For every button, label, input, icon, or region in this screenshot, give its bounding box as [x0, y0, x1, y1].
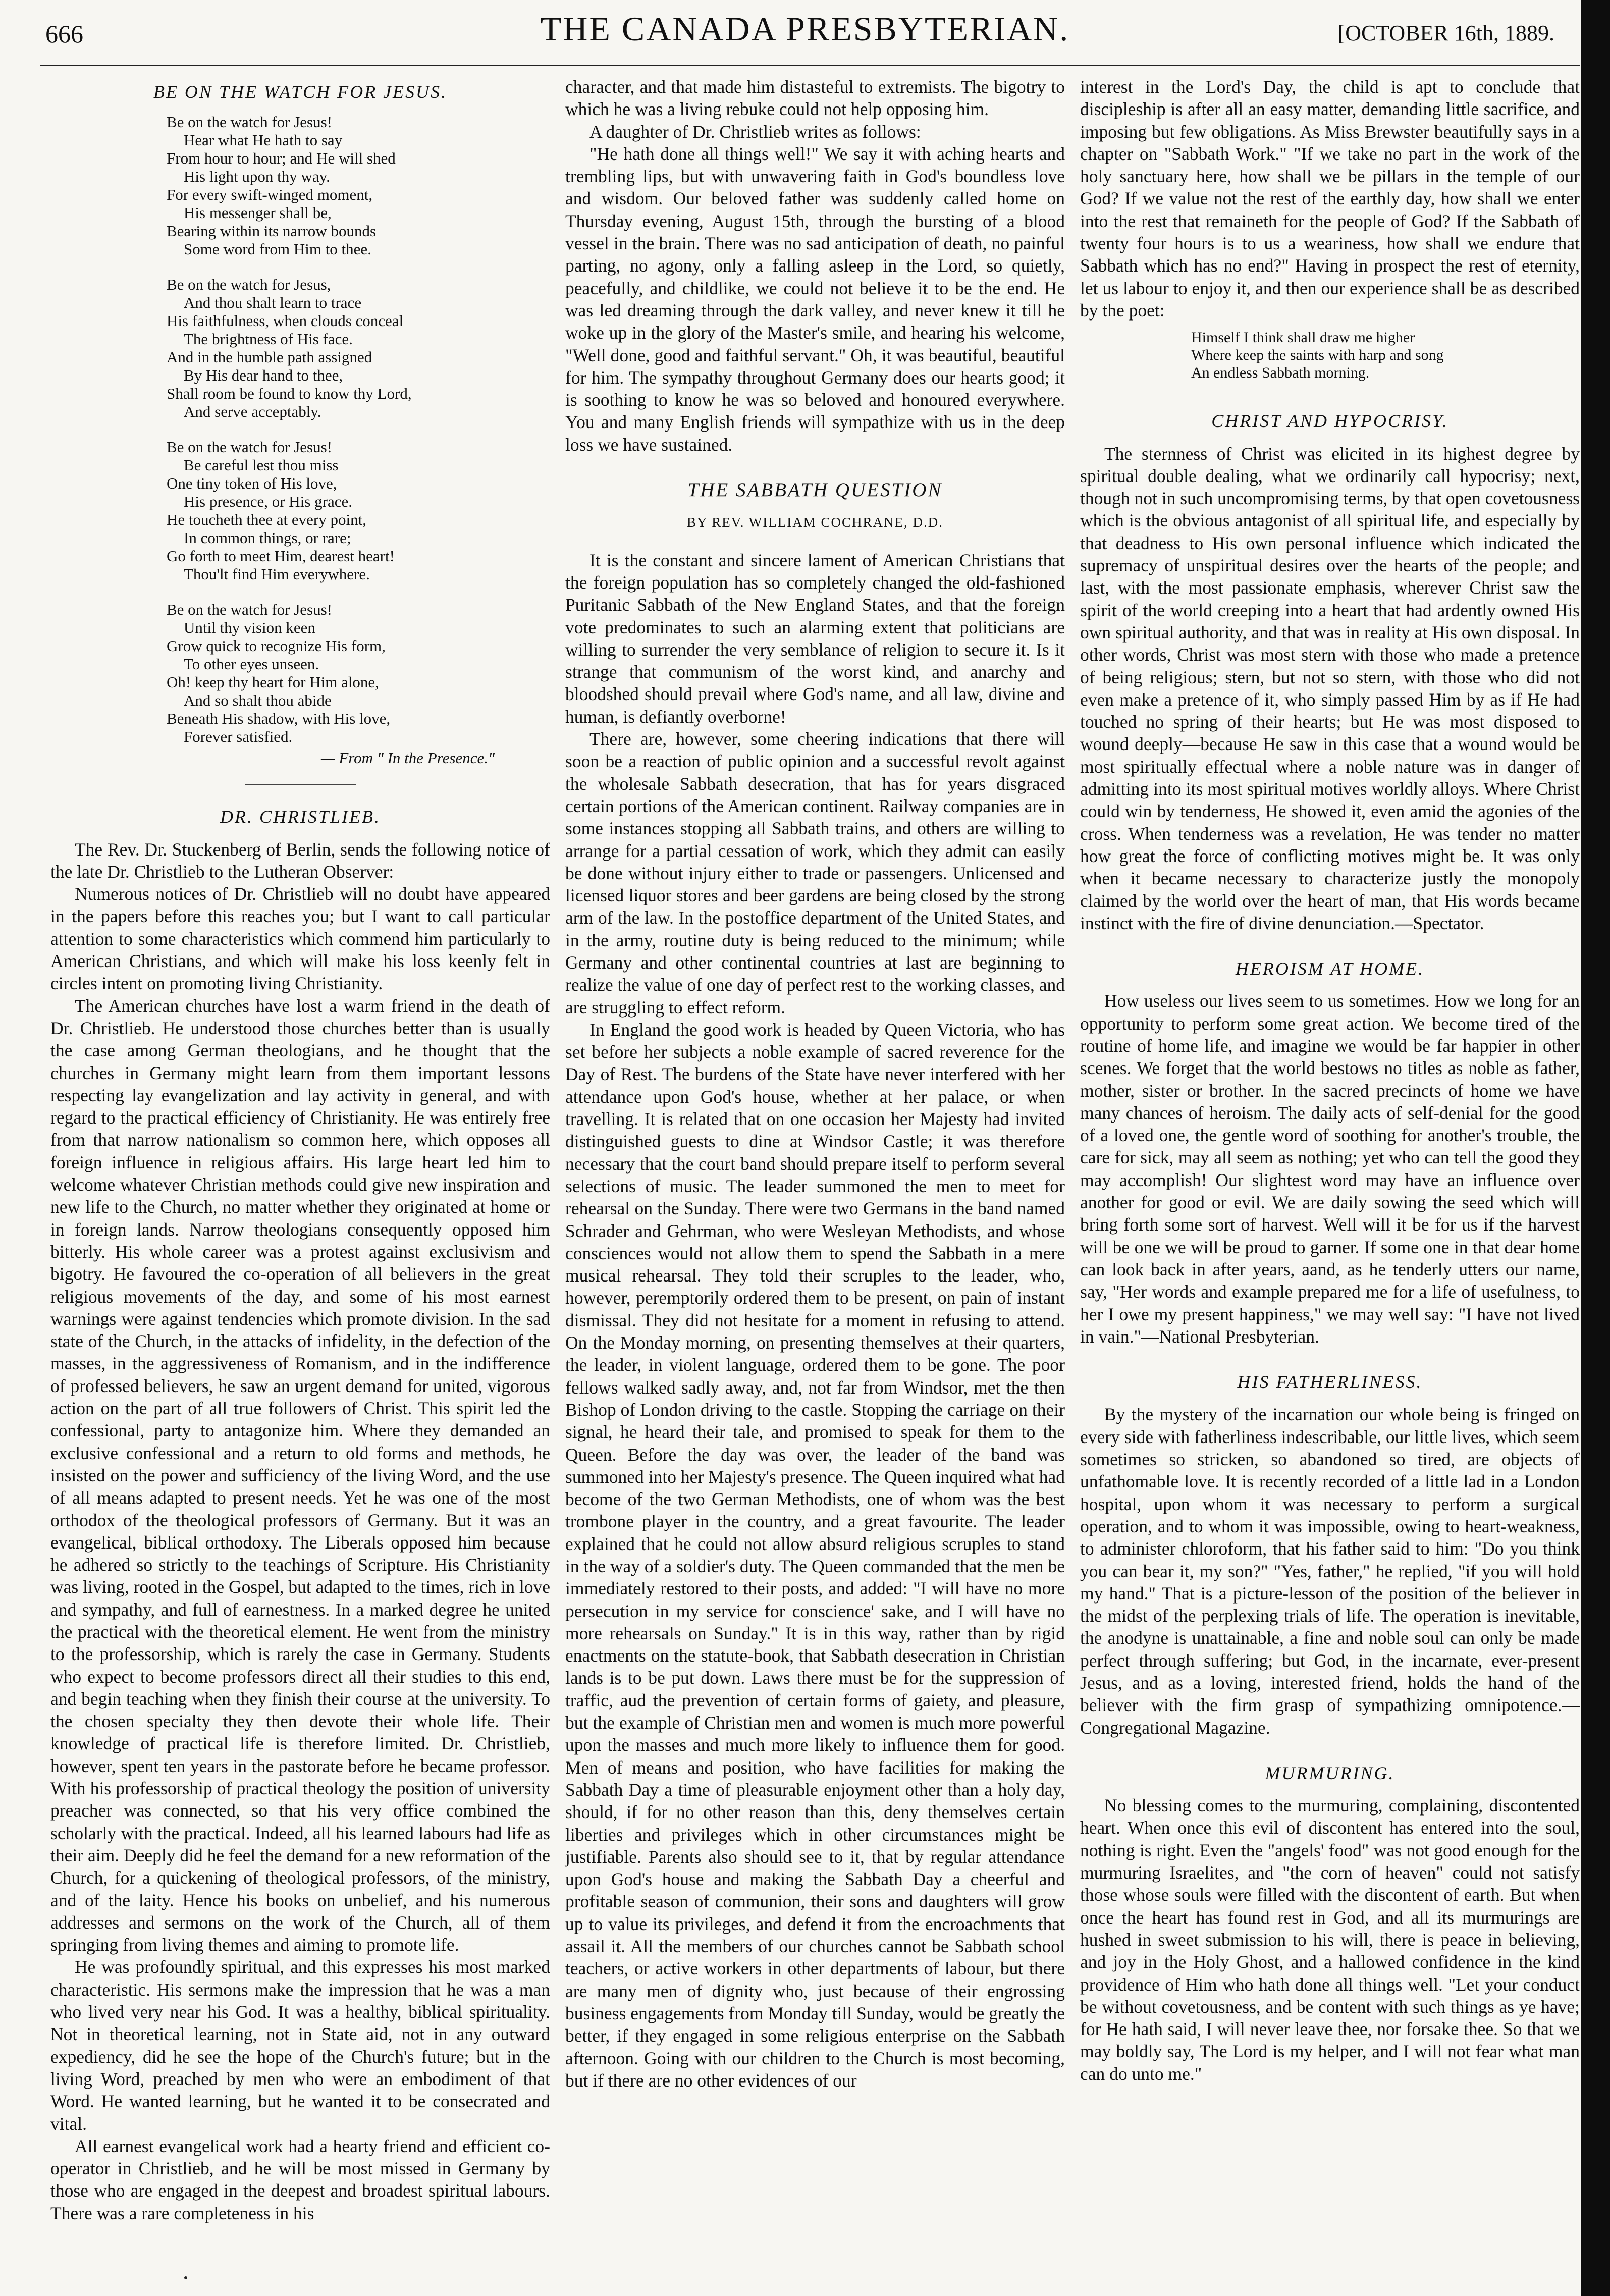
poem-line: And so shalt thou abide — [184, 691, 332, 710]
article-paragraph: Numerous notices of Dr. Christlieb will no doubt have appeared in the papers before this reaches you; but I want to call particular attention to some characteristics which commend him particularly to American Christians, and which will make his loss keenly felt in circles intent on promoting living Christianity. — [50, 884, 550, 994]
poem-line: Oh! keep thy heart for Him alone, — [167, 673, 379, 691]
poem-line: Beneath His shadow, with His love, — [167, 710, 391, 728]
print-speck — [184, 2276, 187, 2279]
verse-line: Where keep the saints with harp and song — [1191, 347, 1444, 364]
poem-line: Forever satisfied. — [184, 728, 293, 746]
article-title-heroism: HEROISM AT HOME. — [1235, 958, 1425, 979]
poem-line: His light upon thy way. — [184, 168, 330, 186]
poem-line: His faithfulness, when clouds conceal — [167, 312, 404, 330]
poem-line: Be on the watch for Jesus! — [167, 113, 332, 131]
poem-line: And serve acceptably. — [184, 403, 321, 421]
article-title-murmuring: MURMURING. — [1265, 1763, 1395, 1783]
verse-quote — [1191, 329, 1580, 382]
article-paragraph: How useless our lives seem to us sometimes. How we long for an opportunity to perform some great action. We become tired of the routine of home life, and imagine we would be far happier in other scenes. We forget that the world bestows no titles as noble as father, mother, sister or brother. In the sacred precincts of home we have many chances of heroism. The daily acts of self-denial for the good of a loved one, the gentle word of soothing for another's trouble, the care for sick, may all seem as nothing; yet who can tell the good they may accomplish! Our slightest word may have an influence over another for good or evil. We are daily sowing the seed which will bring forth some sort of harvest. Well will it be for us if the harvest will be one we will be proud to garner. If some one in that dear home can look back in after years, aand, as he tenderly utters our name, say, "Her words and example prepared me for a life of usefulness, to her I owe my present happiness," we may well say: "I have not lived in vain."—National Presbyterian. — [1080, 991, 1580, 1347]
verse-line: An endless Sabbath morning. — [1191, 364, 1370, 382]
poem-line: Until thy vision keen — [184, 619, 315, 637]
masthead-rule — [40, 65, 1580, 66]
poem-line: His messenger shall be, — [184, 204, 332, 222]
article-paragraph: The sternness of Christ was elicited in its highest degree by spiritual double dealing, what we ordinarily call hypocrisy; next, though not in such uncompromising terms, by that open covetousness which is the obvious antagonist of all spiritual life, and especially by that deadness to His own personal influence which indicated the supremacy of unspiritual desires over the hearts of the people; and last, with the most passionate emphasis, wherever Christ saw the spirit of the world creeping into a heart that had ardently owned His own spiritual authority, and that was in reality at His own disposal. In other words, Christ was most stern with those who made a pretence of being religious; stern, but not so stern, with those who did not even make a pretence of it, who simply passed Him by as if He had touched no spring of their hearts; but He was most disposed to wound deeply—because He saw in this case that a wound would be most spiritually effectual where a noble nature was in danger of admitting into its most spiritual motives worldly alloys. Where Christ could win by tenderness, He showed it, even amid the agonies of the cross. When tenderness was a revelation, He was tender no matter how great the force of conflicting motives might be. It was only when it became necessary to characterize justly the monopoly claimed by the world over the heart of man, that His words became instinct with the fire of divine denunciation.—Spectator. — [1080, 443, 1580, 933]
poem-title: BE ON THE WATCH FOR JESUS. — [153, 82, 448, 102]
poem-line: And in the humble path assigned — [167, 348, 372, 366]
article-paragraph: By the mystery of the incarnation our whole being is fringed on every side with fatherliness indescribable, our little lives, which seem sometimes so stricken, so abandoned so tired, are objects of unfathomable love. It is recently recorded of a little lad in a London hospital, upon whom it was necessary to perform a surgical operation, and to whom it was impossible, owing to heart-weakness, to administer chloroform, that his father said to him: "Do you think you can bear it, my son?" "Yes, father," he replied, "if you will hold my hand." That is a picture-lesson of the position of the believer in the midst of the perplexing trials of life. The operation is inevitable, the anodyne is unattainable, a fine and noble soul can only be made perfect through suffering; but God, in the incarnate, ever-present Jesus, and as a loving, interested friend, holds the hand of the believer with the firm grasp of sympathizing omnipotence.—Congregational Magazine. — [1080, 1404, 1580, 1738]
poem-line: One tiny token of His love, — [167, 474, 337, 493]
article-paragraph: He was profoundly spiritual, and this expresses his most marked characteristic. His sermons make the impression that he was a man who lived very near his God. It was a healthy, biblical spirituality. Not in theoretical learning, not in State aid, not in any outward expediency, did he see the hope of the Church's future; but in the living Word, preached by men who were an embodiment of that Word. He wanted learning, but he wanted it to be consecrated and vital. — [50, 1957, 550, 2134]
article-paragraph: The American churches have lost a warm friend in the death of Dr. Christlieb. He understood those churches better than is usually the case among German theologians, and he thought that the churches in Germany might learn from them important lessons respecting lay evangelization and lay activity in general, and with regard to the practical efficiency of Christianity. He was entirely free from that narrow nationalism so common here, which opposes all foreign influence in religious affairs. His large heart led him to welcome whatever Christian methods could give new inspiration and new life to the Church, no matter whether they originated at home or in foreign lands. Narrow theologians consequently opposed him bitterly. His whole career was a protest against exclusivism and bigotry. He favoured the co-operation of all believers in the great religious movements of the day, and some of his most earnest warnings were against tendencies which promote division. In the sad state of the Church, in the attacks of infidelity, in the defection of the masses, in the aggressiveness of Romanism, and in the indifference of professed believers, he saw an urgent demand for united, vigorous action on the part of all true followers of Christ. This spirit led the confessional, party to antagonize him. Where they demanded an exclusive confessional and a return to old forms and methods, he insisted on the power and sufficiency of the living Word, and the use of all means adapted to present needs. Yet he was one of the most orthodox of the theological professors of Germany. But it was an evangelical, biblical orthodoxy. The Liberals opposed him because he adhered so strictly to the teachings of Scripture. His Christianity was living, rooted in the Gospel, but adapted to the times, rich in love and sympathy, and full of earnestness. In a marked degree he united the practical with the theoretical element. He went from the ministry to the professorship, which is rarely the case in Germany. Students who expect to become professors direct all their studies to this end, and begin teaching when they finish their course at the university. To the chosen specialty they then devote their whole life. Their knowledge of practical life is therefore limited. Dr. Christlieb, however, spent ten years in the pastorate before he became professor. With his professorship of practical theology the position of university preacher was connected, so that his very office combined the scholarly with the practical. Indeed, all his learned labours had life as their aim. Deeply did he feel the demand for a new reformation of the Church, for a quickening of theological professors, of the ministry, and of the laity. Hence his books on unbelief, and his numerous addresses and sermons on the work of the Church, all of them springing from living themes and aiming to promote life. — [50, 995, 550, 1955]
poem-line: To other eyes unseen. — [184, 655, 319, 673]
letter-quote: "He hath done all things well!" We say it with aching hearts and trembling lips, but with unwavering faith in God's boundless love and wisdom. Our beloved father was suddenly called home on Thursday evening, August 15th, through the bursting of a blood vessel in the brain. There was no sad anticipation of death, no painful parting, no agony, only a falling asleep in the Lord, so quietly, peacefully, and childlike, we could not believe it to be the end. He was led dreaming through the dark valley, and never knew it till he woke up in the glory of the Master's smile, and hearing his welcome, "Well done, good and faithful servant." Oh, it was beautiful, beautiful for him. The sympathy throughout Germany does our hearts good; it is soothing to know he was so beloved and honoured everywhere. You and many English friends will sympathize with us in the deep loss we have sustained. — [565, 143, 1065, 455]
verse-line: Himself I think shall draw me higher — [1191, 329, 1415, 346]
poem-line: For every swift-winged moment, — [167, 186, 373, 204]
poem-line: Bearing within its narrow bounds — [167, 222, 377, 240]
column-3 — [1080, 76, 1580, 2085]
issue-date: [OCTOBER 16th, 1889. — [1337, 21, 1554, 45]
poem-line: From hour to hour; and He will shed — [167, 149, 396, 168]
article-title-christ-hypocrisy: CHRIST AND HYPOCRISY. — [1211, 411, 1448, 432]
poem-line: And thou shalt learn to trace — [184, 294, 362, 312]
poem-line: In common things, or rare; — [184, 529, 351, 547]
article-paragraph: In England the good work is headed by Queen Victoria, who has set before her subjects a noble example of sacred reverence for the Day of Rest. The burdens of the State have never interfered with her attendance upon God's house, whether at her palace, or when travelling. It is related that on one occasion her Majesty had invited distinguished guests to dine at Windsor Castle; it was therefore necessary that the court band should prepare itself to perform several selections of music. The leader summoned the men to meet for rehearsal on the Sunday. There were two Germans in the band named Schrader and Gehrman, who were Wesleyan Methodists, and whose consciences would not allow them to spend the Sabbath in a mere musical rehearsal. They told their scruples to the leader, who, however, peremptorily ordered them to be present, on pain of instant dismissal. They did not hesitate for a moment in refusing to attend. On the Monday morning, on presenting themselves at their quarters, the leader, in violent language, ordered them to be gone. The poor fellows walked sadly away, and, not far from Windsor, met the then Bishop of London driving to the castle. Stopping the carriage on their signal, he heard their tale, and promised to speak for them to the Queen. Before the day was over, the leader of the band was summoned into her Majesty's presence. The Queen inquired what had become of the two German Methodists, one of whom was the best trombone player in the country, and a great favourite. The leader explained that he could not allow absurd religious scruples to stand in the way of a soldier's duty. The Queen commanded that the men be immediately restored to their posts, and added: "I will have no more persecution in my service for conscience' sake, and I will have no more rehearsals on Sunday." It is in this way, rather than by rigid enactments on the statute-book, that Sabbath desecration in Christian lands is to be put down. Laws there must be for the suppression of traffic, aud the prevention of certain forms of gaiety, and pleasure, but the example of Christian men and women is much more powerful upon the masses and much more likely to influence them for good. Men of means and position, who have facilities for making the Sabbath Day a time of pleasurable enjoyment other than a holy day, should, if for no other reason than this, deny themselves certain liberties and privileges which in other circumstances might be justifiable. Parents also should see to it, that by regular attendance upon God's house and making the Sabbath Day a cheerful and profitable season of communion, their sons and daughters will grow up to value its privileges, and defend it from the encroachments that assail it. All the members of our churches cannot be Sabbath school teachers, or active workers in other departments of labour, but there are many men of dignity who, just because of their engrossing business engagements from Monday till Sunday, would be greatly the better, if they engaged in some religious enterprise on the Sabbath afternoon. Going with our children to the Church is most becoming, but if there are no other evidences of our — [565, 1019, 1065, 2091]
article-title-christlieb: DR. CHRISTLIEB. — [220, 807, 381, 827]
scan-edge-shadow — [1581, 0, 1610, 2296]
poem — [167, 113, 550, 767]
newspaper-title: THE CANADA PRESBYTERIAN. — [540, 10, 1070, 48]
article-byline: BY REV. WILLIAM COCHRANE, D.D. — [686, 515, 943, 530]
poem-stanza — [167, 113, 550, 258]
poem-stanza — [167, 276, 550, 421]
poem-line: Shall room be found to know thy Lord, — [167, 385, 412, 403]
page-number: 666 — [45, 20, 83, 48]
poem-line: Thou'lt find Him everywhere. — [184, 565, 370, 583]
article-title-fatherliness: HIS FATHERLINESS. — [1237, 1372, 1423, 1393]
article-continuation: character, and that made him distasteful to extremists. The bigotry to which he was a living rebuke could not help opposing him. — [565, 77, 1065, 120]
poem-line: Go forth to meet Him, dearest heart! — [167, 547, 395, 565]
article-title-sabbath: THE SABBATH QUESTION — [687, 479, 943, 501]
article-paragraph: It is the constant and sincere lament of American Christians that the foreign population has so completely changed the old-fashioned Puritanic Sabbath of the New England States, and that the foreign vote predominates to such an alarming extent that politicians are willing to surrender the very semblance of religion to secure it. Is it strange that communism of the worst kind, and anarchy and bloodshed should prevail where God's name, and all law, divine and human, is defiantly overborne! — [565, 550, 1065, 727]
masthead — [35, 9, 1575, 65]
poem-line: Grow quick to recognize His form, — [167, 637, 386, 655]
poem-line: Be on the watch for Jesus, — [167, 276, 331, 294]
poem-line: His presence, or His grace. — [184, 493, 352, 511]
poem-stanza — [167, 601, 550, 746]
poem-line: Be careful lest thou miss — [184, 456, 339, 474]
article-paragraph: All earnest evangelical work had a hearty friend and efficient co-operator in Christlieb, and he will be most missed in Germany by those who are engaged in the deepest and broadest spiritual labours. There was a rare completeness in his — [50, 2135, 550, 2223]
poem-stanza — [167, 438, 550, 583]
poem-line: By His dear hand to thee, — [184, 366, 343, 385]
poem-line: Hear what He hath to say — [184, 131, 343, 149]
poem-line: Be on the watch for Jesus! — [167, 601, 332, 619]
poem-line: He toucheth thee at every point, — [167, 511, 366, 529]
article-paragraph: There are, however, some cheering indications that there will soon be a reaction of public opinion and a successful revolt against the wholesale Sabbath desecration, that has for years disgraced certain portions of the American continent. Railway companies are in some instances stopping all Sabbath trains, and others are willing to arrange for a partial cessation of work, which they admit can easily be done without injury either to trade or passengers. Unlicensed and licensed liquor stores and beer gardens are being closed by the strong arm of the law. In the postoffice department of the United States, and in the army, routine duty is being reduced to the minimum; while Germany and other continental countries at last are beginning to realize the value of one day of perfect rest to the working classes, and are struggling to effect reform. — [565, 729, 1065, 1018]
article-paragraph: The Rev. Dr. Stuckenberg of Berlin, sends the following notice of the late Dr. Christlieb to the Lutheran Observer: — [50, 839, 550, 882]
section-divider — [245, 784, 356, 785]
column-2 — [565, 76, 1065, 2092]
poem-line: The brightness of His face. — [184, 330, 353, 348]
column-1 — [50, 76, 550, 2224]
poem-line: Some word from Him to thee. — [184, 240, 371, 258]
article-paragraph: A daughter of Dr. Christlieb writes as follows: — [589, 121, 921, 142]
poem-line: Be on the watch for Jesus! — [167, 438, 332, 456]
article-continuation: interest in the Lord's Day, the child is apt to conclude that discipleship is after all an easy matter, demanding little sacrifice, and imposing but few obligations. As Miss Brewster beautifully says in a chapter on "Sabbath Work." "If we take no part in the work of the holy sanctuary here, how shall we be pillars in the temple of our God? If we value not the rest of the earthly day, how shall we enter into the rest that remaineth for the people of God? If the Sabbath of twenty four hours is to us a weariness, how shall we endure that Sabbath which has no end?" Having in prospect the rest of eternity, let us labour to enjoy it, and then our experience shall be as described by the poet: — [1080, 77, 1580, 321]
poem-attribution: — From " In the Presence." — [321, 749, 495, 767]
article-paragraph: No blessing comes to the murmuring, complaining, discontented heart. When once this evil of discontent has entered into the soul, nothing is right. Even the "angels' food" was not good enough for the murmuring Israelites, and "the corn of heaven" could not satisfy those whose souls were filled with the discontent of earth. But when once the heart has found rest in God, and all its murmurings are hushed in sweet submission to his will, there is peace in believing, and joy in the Holy Ghost, and a hallowed confidence in the kind providence of Him who hath done all things well. "Let your conduct be without covetousness, and be content with such things as ye have; for He hath said, I will never leave thee, nor forsake thee. So that we may boldly say, The Lord is my helper, and I will not fear what man can do unto me." — [1080, 1795, 1580, 2084]
